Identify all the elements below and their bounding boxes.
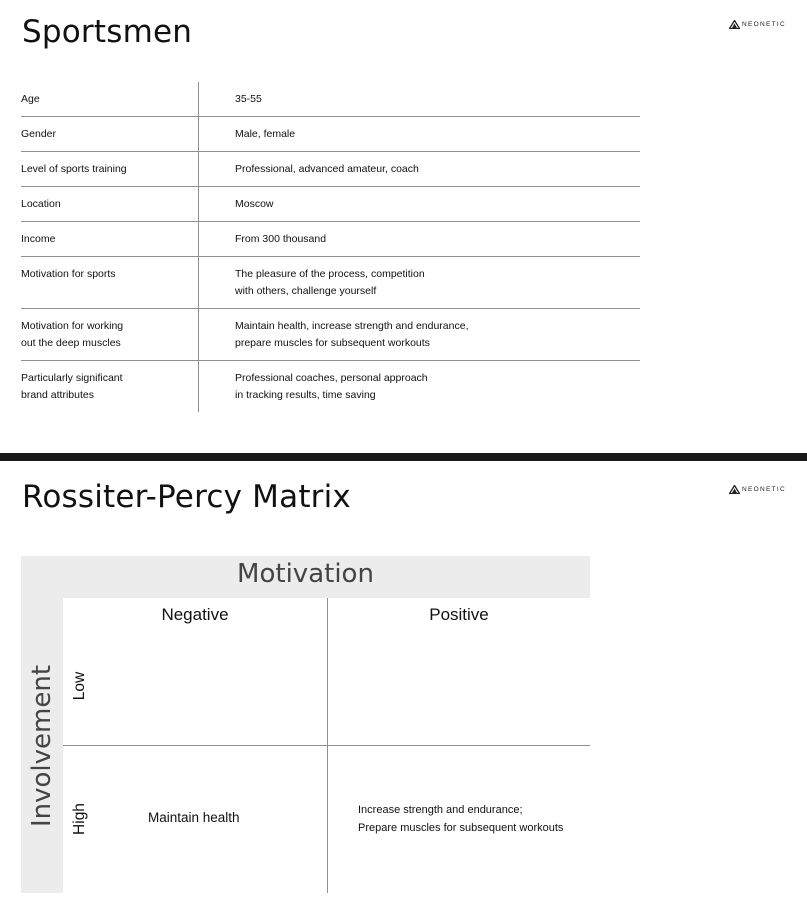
table-row (21, 152, 640, 187)
page-title: Sportsmen (22, 14, 193, 50)
brand-logo-text: NEONETIC (742, 21, 786, 28)
row-label: Motivation for working out the deep muscles (21, 309, 199, 360)
rossiter-percy-matrix (21, 556, 590, 893)
table-row (21, 117, 640, 152)
table-row (21, 361, 640, 420)
slide-rossiter-percy (0, 461, 807, 915)
table-row (21, 257, 640, 309)
brand-logo-text: NEONETIC (742, 486, 786, 493)
row-value: 35-55 (235, 93, 262, 105)
page-title: Rossiter-Percy Matrix (22, 479, 351, 515)
row-label: Age (21, 82, 199, 116)
table-row (21, 82, 640, 117)
motivation-axis-label: Motivation (237, 559, 374, 589)
slide-sportsmen (0, 0, 807, 453)
matrix-horizontal-divider (63, 745, 590, 746)
slide-divider (0, 453, 807, 461)
row-label: Motivation for sports (21, 257, 199, 308)
cell-high-negative: Maintain health (148, 810, 240, 825)
column-negative: Negative (161, 605, 229, 624)
table-row (21, 187, 640, 222)
row-label: Level of sports training (21, 152, 199, 186)
row-label: Income (21, 222, 199, 256)
row-low: Low (71, 671, 88, 701)
row-value: Male, female (235, 128, 296, 140)
triangle-logo-icon (729, 20, 740, 29)
brand-logo (729, 485, 786, 494)
row-label: Location (21, 187, 199, 221)
row-value: From 300 thousand (235, 233, 327, 245)
brand-logo (729, 20, 786, 29)
row-value: The pleasure of the process, competition with others, challenge yourself (235, 268, 425, 297)
column-positive: Positive (429, 605, 489, 624)
triangle-logo-icon (729, 485, 740, 494)
involvement-axis-label: Involvement (27, 664, 57, 828)
row-value: Moscow (235, 198, 274, 210)
row-value: Professional coaches, personal approach in tracking results, time saving (235, 372, 428, 401)
row-high: High (71, 803, 88, 835)
row-value: Professional, advanced amateur, coach (235, 163, 419, 175)
table-row (21, 222, 640, 257)
audience-table (21, 82, 640, 420)
row-label: Particularly significant brand attributes (21, 361, 199, 412)
table-row (21, 309, 640, 361)
row-label: Gender (21, 117, 199, 151)
row-value: Maintain health, increase strength and endurance, prepare muscles for subsequent workouts (235, 320, 469, 349)
cell-high-positive: Increase strength and endurance; Prepare muscles for subsequent workouts (358, 804, 564, 834)
